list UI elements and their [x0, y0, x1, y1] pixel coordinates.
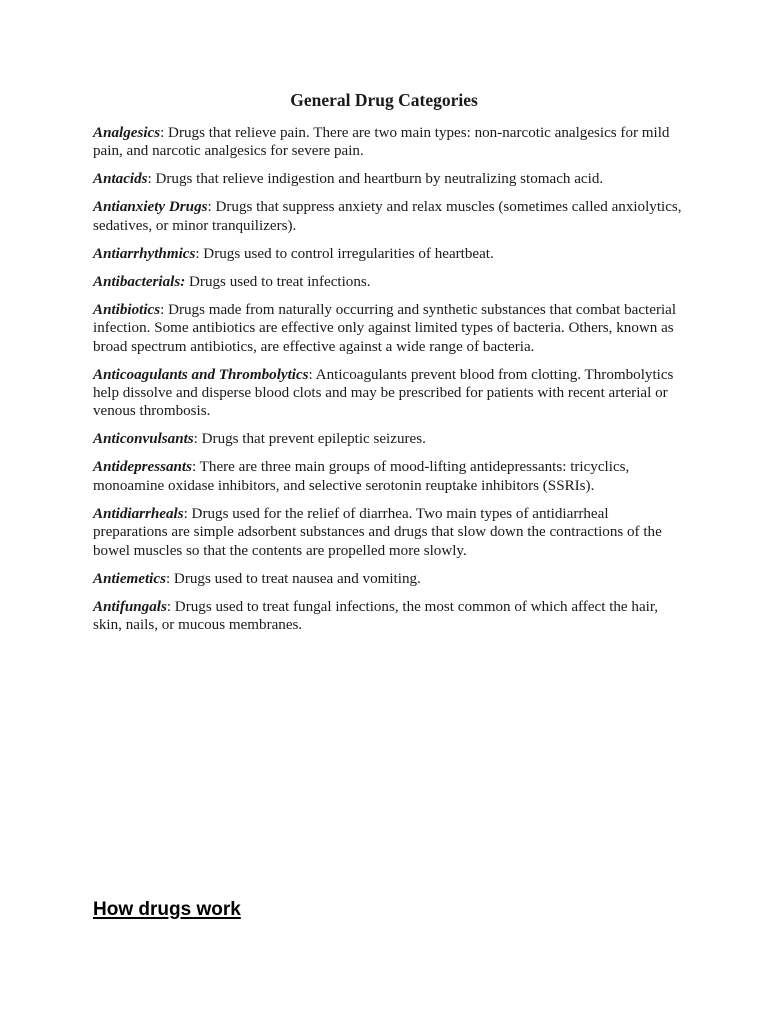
entry-definition: : Drugs that prevent epileptic seizures. — [193, 431, 426, 448]
entry-antidiarrheals — [93, 505, 683, 560]
entry-antibiotics — [93, 301, 683, 356]
entry-term: Antifungals — [93, 598, 167, 615]
entry-term: Analgesics — [93, 125, 161, 141]
drug-category-list — [93, 124, 683, 644]
entry-analgesics — [93, 124, 683, 161]
entry-definition: : Drugs that relieve pain. There are two main types: non-narcotic analgesics for mild pain, and narcotic analgesics for severe pain. — [93, 125, 670, 160]
entry-definition: : Drugs made from naturally occurring and synthetic substances that combat bacterial infection. Some antibiotics are effective only against limited types of bacteria. Others, known as broad spectrum antibiotics, are effective against a wide range of bacteria. — [93, 301, 677, 355]
entry-term: Antiemetics — [93, 570, 166, 587]
entry-term: Anticonvulsants — [93, 431, 194, 448]
entry-term: Antidiarrheals — [93, 505, 184, 522]
entry-term: Antidepressants — [93, 459, 192, 476]
entry-antiarrhythmics — [93, 245, 683, 263]
entry-antacids — [93, 170, 683, 188]
entry-term: Anticoagulants and Thrombolytics — [93, 366, 309, 383]
section-heading: How drugs work — [93, 899, 241, 920]
entry-antidepressants — [93, 458, 683, 495]
entry-definition: : Drugs used to treat nausea and vomiting. — [165, 570, 421, 587]
entry-antibacterials — [93, 273, 683, 291]
entry-anticoagulants-thrombolytics — [93, 366, 683, 421]
entry-definition: : There are three main groups of mood-lifting antidepressants: tricyclics, monoamine oxidase inhibitors, and selective serotonin reuptake inhibitors (SSRIs). — [93, 459, 630, 494]
page-title: General Drug Categories — [290, 90, 478, 110]
entry-term: Antibacterials: — [93, 273, 186, 290]
entry-antifungals — [93, 598, 683, 635]
entry-definition: : Anticoagulants prevent blood from clotting. Thrombolytics help dissolve and disperse blood clots and may be prescribed for patients with recent arterial or venous thrombosis. — [93, 366, 674, 420]
entry-definition: : Drugs that relieve indigestion and heartburn by neutralizing stomach acid. — [147, 171, 604, 188]
entry-definition: : Drugs used for the relief of diarrhea. Two main types of antidiarrheal preparations are simple adsorbent substances and drugs that slow down the contractions of the bowel muscles so that the contents are propelled more slowly. — [93, 505, 662, 559]
entry-term: Antibiotics — [93, 301, 161, 318]
entry-definition: : Drugs that suppress anxiety and relax muscles (sometimes called anxiolytics, sedatives, or minor tranquilizers). — [93, 199, 682, 234]
entry-term: Antacids — [93, 171, 148, 188]
entry-definition: : Drugs used to control irregularities of heartbeat. — [195, 245, 494, 262]
entry-anticonvulsants — [93, 430, 683, 448]
entry-term: Antianxiety Drugs — [93, 199, 208, 216]
entry-definition: Drugs used to treat infections. — [185, 273, 371, 290]
entry-antiemetics — [93, 570, 683, 588]
entry-antianxiety-drugs — [93, 198, 683, 235]
entry-term: Antiarrhythmics — [93, 245, 196, 262]
entry-definition: : Drugs used to treat fungal infections, the most common of which affect the hair, skin, nails, or mucous membranes. — [93, 598, 659, 634]
